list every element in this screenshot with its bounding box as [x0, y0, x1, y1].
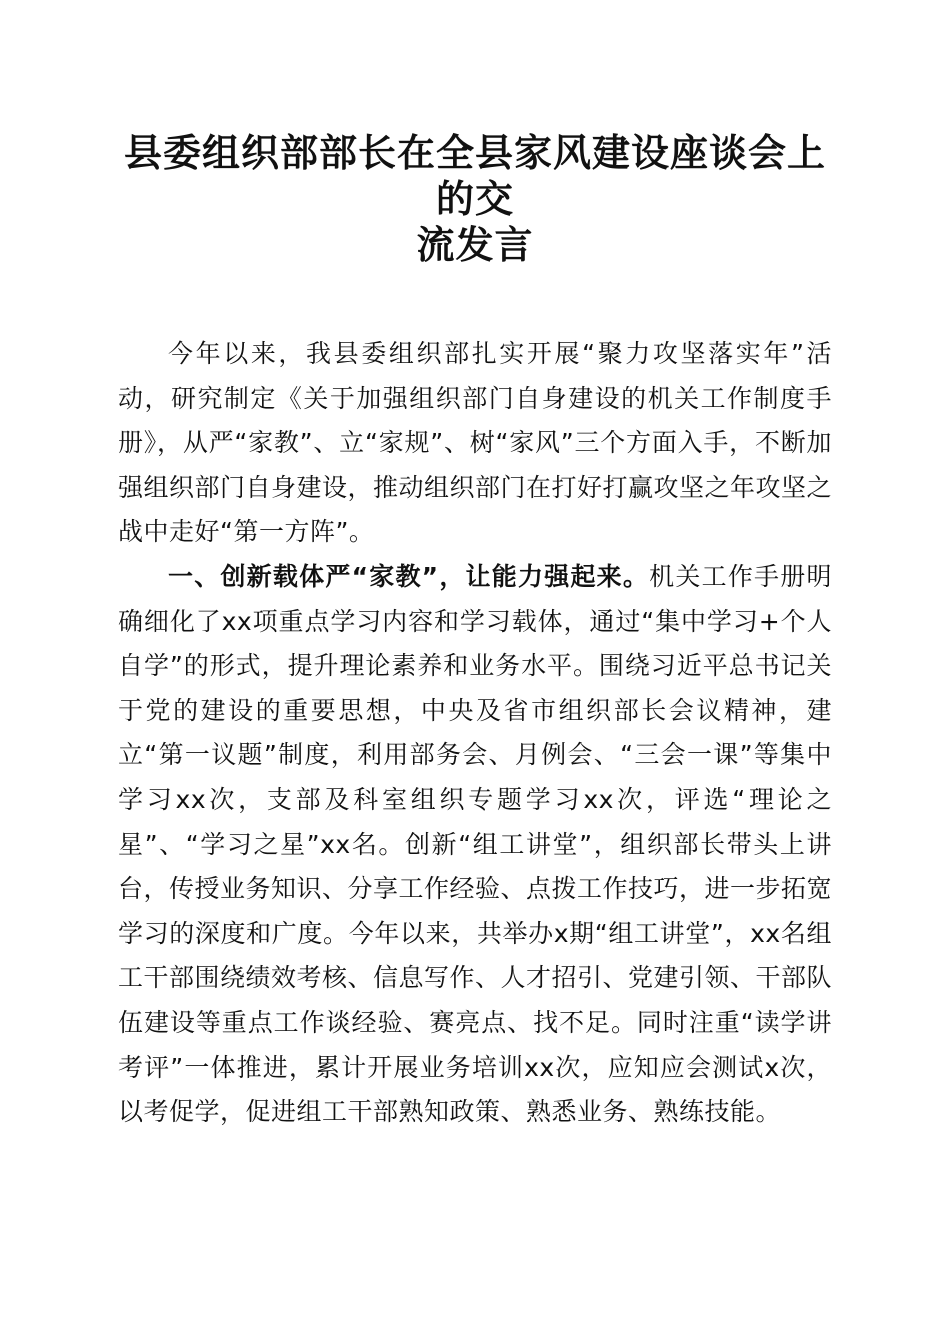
section-1-paragraph — [118, 555, 832, 1135]
section-1-heading: 一、创新载体严“家教”，让能力强起来。 — [168, 561, 650, 591]
section-1-body: 机关工作手册明确细化了xx项重点学习内容和学习载体，通过“集中学习+个人自学”的形式，提升理论素养和业务水平。围绕习近平总书记关于党的建设的重要思想，中央及省市组织部长会议精神，建立“第一议题”制度，利用部务会、月例会、“三会一课”等集中学习xx次，支部及科室组织专题学习xx次，评选“理论之星”、“学习之星”xx名。创新“组工讲堂”，组织部长带头上讲台，传授业务知识、分享工作经验、点拨工作技巧，进一步拓宽学习的深度和广度。今年以来，共举办x期“组工讲堂”，xx名组工干部围绕绩效考核、信息写作、人才招引、党建引领、干部队伍建设等重点工作谈经验、赛亮点、找不足。同时注重“读学讲考评”一体推进，累计开展业务培训xx次，应知应会测试x次，以考促学，促进组工干部熟知政策、熟悉业务、熟练技能。 — [118, 561, 833, 1127]
title-line-1: 县委组织部部长在全县家风建设座谈会上的交 — [123, 130, 826, 221]
intro-paragraph: 今年以来，我县委组织部扎实开展“聚力攻坚落实年”活动，研究制定《关于加强组织部门自身建设的机关工作制度手册》，从严“家教”、立“家规”、树“家风”三个方面入手，不断加强组织部门自身建设，推动组织部门在打好打赢攻坚之年攻坚之战中走好“第一方阵”。 — [118, 339, 833, 547]
title-line-2: 流发言 — [416, 222, 534, 267]
document-title — [118, 130, 832, 268]
